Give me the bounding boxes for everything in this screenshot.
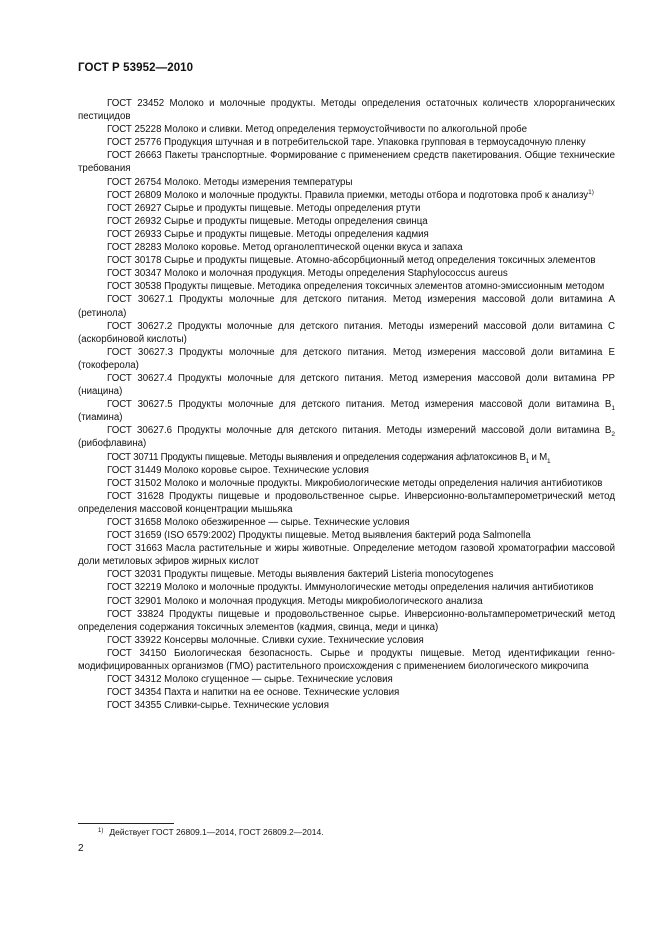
list-item: ГОСТ 31628 Продукты пищевые и продовольственное сырье. Инверсионно-вольтамперометрический метод определения массовой концентрации мышьяка <box>78 490 615 515</box>
normative-references-list <box>78 97 615 712</box>
list-item: ГОСТ 32901 Молоко и молочная продукция. Методы микробиологического анализа <box>107 595 483 607</box>
list-item: ГОСТ 34150 Биологическая безопасность. Сырье и продукты пищевые. Метод идентификации генно-модифицированных организмов (ГМО) растительного происхождения с применением биологического микрочипа <box>78 647 615 673</box>
document-header: ГОСТ Р 53952—2010 <box>78 62 194 74</box>
list-item: ГОСТ 25228 Молоко и сливки. Метод определения термоустойчивости по алкогольной пробе <box>107 124 528 136</box>
list-item: ГОСТ 34312 Молоко сгущенное — сырье. Технические условия <box>107 674 393 686</box>
footnote <box>98 827 324 837</box>
list-item: ГОСТ 23452 Молоко и молочные продукты. Методы определения остаточных количеств хлорорганических пестицидов <box>78 98 615 123</box>
list-item: ГОСТ 34354 Пахта и напитки на ее основе. Технические условия <box>107 687 400 699</box>
footnote-divider <box>78 823 174 824</box>
list-item: ГОСТ 30711 Продукты пищевые. Методы выявления и определения содержания афлатоксинов $B_1$ и $M_1$ <box>107 451 551 465</box>
list-item: ГОСТ 31659 (ISO 6579:2002) Продукты пищевые. Метод выявления бактерий рода Salmonella <box>107 530 531 542</box>
list-item: ГОСТ 33922 Консервы молочные. Сливки сухие. Технические условия <box>107 634 424 646</box>
list-item: ГОСТ 31663 Масла растительные и жиры животные. Определение методом газовой хроматографии массовой доли метиловых эфиров жирных кислот <box>78 543 615 568</box>
list-item: ГОСТ 30627.6 Продукты молочные для детского питания. Методы измерений массовой доли витамина $B_2$ (рибофлавина) <box>78 425 615 450</box>
list-item: ГОСТ 30627.4 Продукты молочные для детского питания. Метод измерения массовой доли витамина РР (ниацина) <box>78 372 615 398</box>
list-item: ГОСТ 31502 Молоко и молочные продукты. Микробиологические методы определения наличия антибиотиков <box>107 477 603 489</box>
list-item: ГОСТ 33824 Продукты пищевые и продовольственное сырье. Инверсионно-вольтамперометрический метод определения содержания токсичных элементов (кадмия, свинца, меди и цинка) <box>78 608 615 633</box>
list-item: ГОСТ 31658 Молоко обезжиренное — сырье. Технические условия <box>107 517 410 528</box>
list-item: ГОСТ 26927 Сырье и продукты пищевые. Методы определения ртути <box>107 202 421 214</box>
list-item: ГОСТ 32031 Продукты пищевые. Методы выявления бактерий Listeria monocytogenes <box>107 569 494 581</box>
list-item: ГОСТ 28283 Молоко коровье. Метод органолептической оценки вкуса и запаха <box>107 242 463 254</box>
footnote-text: Действует ГОСТ 26809.1—2014, ГОСТ 26809.2—2014. <box>109 827 324 837</box>
list-item: ГОСТ 30627.1 Продукты молочные для детского питания. Метод измерения массовой доли витамина А (ретинола) <box>78 294 615 319</box>
list-item: ГОСТ 32219 Молоко и молочные продукты. Иммунологические методы определения наличия антибиотиков <box>107 582 594 594</box>
list-item: ГОСТ 26809 Молоко и молочные продукты. Правила приемки, методы отбора и подготовка проб к анализу$^{1)}$ <box>107 188 594 201</box>
list-item: ГОСТ 25776 Продукция штучная и в потребительской таре. Упаковка групповая в термоусадочную пленку <box>107 137 586 149</box>
list-item: ГОСТ 30627.5 Продукты молочные для детского питания. Метод измерения массовой доли витамина $B_1$ (тиамина) <box>78 399 615 424</box>
list-item: ГОСТ 26663 Пакеты транспортные. Формирование с применением средств пакетирования. Общие технические требования <box>78 150 615 175</box>
list-item: ГОСТ 30627.2 Продукты молочные для детского питания. Методы измерений массовой доли витамина С (аскорбиновой кислоты) <box>78 320 615 345</box>
list-item: ГОСТ 30347 Молоко и молочная продукция. Методы определения Staphylococcus aureus <box>107 268 508 280</box>
footnote-reference: 1) <box>588 188 594 196</box>
footnote-marker: 1) <box>98 828 104 834</box>
list-item: ГОСТ 26754 Молоко. Методы измерения температуры <box>107 176 353 188</box>
list-item: ГОСТ 31449 Молоко коровье сырое. Технические условия <box>107 464 369 476</box>
list-item: ГОСТ 34355 Сливки-сырье. Технические условия <box>107 700 329 712</box>
list-item: ГОСТ 26932 Сырье и продукты пищевые. Методы определения свинца <box>107 215 428 227</box>
list-item: ГОСТ 30178 Сырье и продукты пищевые. Атомно-абсорбционный метод определения токсичных элементов <box>107 255 596 267</box>
list-item: ГОСТ 26933 Сырье и продукты пищевые. Методы определения кадмия <box>107 228 429 240</box>
list-item: ГОСТ 30538 Продукты пищевые. Методика определения токсичных элементов атомно-эмиссионным методом <box>107 281 605 293</box>
list-item: ГОСТ 30627.3 Продукты молочные для детского питания. Метод измерения массовой доли витамина Е (токоферола) <box>78 346 615 371</box>
page-number: 2 <box>78 843 84 854</box>
